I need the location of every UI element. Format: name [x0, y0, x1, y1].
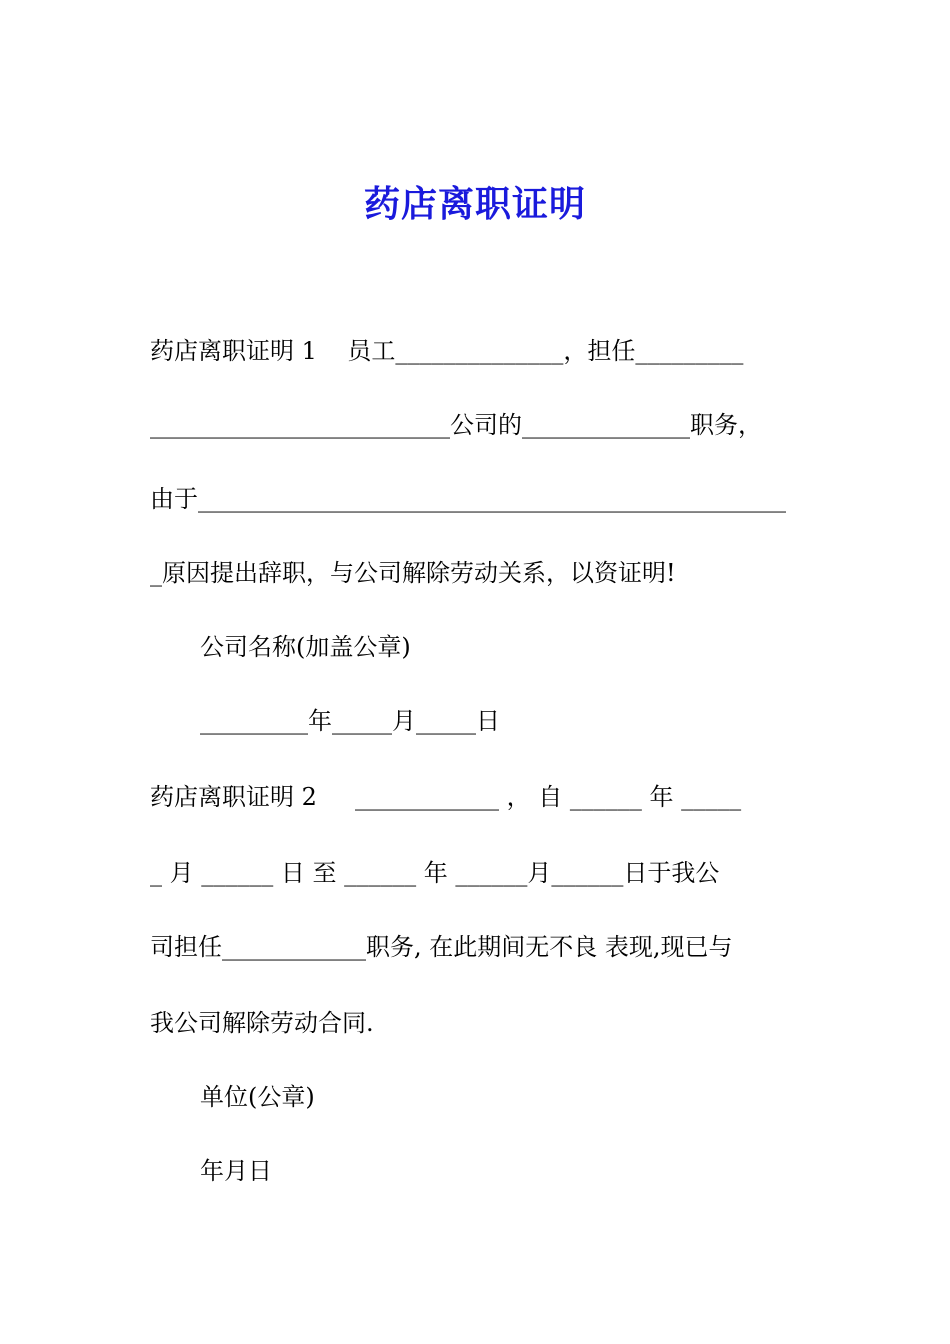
- date-line-1: _________年_____月_____日: [200, 707, 500, 735]
- company-name-stamp: 公司名称(加盖公章): [200, 633, 411, 661]
- text-line-9: 司担任____________职务, 在此期间无不良 表现,现已与: [150, 933, 733, 961]
- text-line-3: 由于_________________________________________________: [150, 485, 786, 513]
- unit-stamp: 单位(公章): [200, 1083, 315, 1111]
- text-line-2: _________________________公司的______________职务，: [150, 411, 762, 439]
- text-line-7: 药店离职证明 2 ____________ ， 自 ______ 年 _____: [150, 783, 742, 811]
- text-line-8: _ 月 ______ 日 至 ______ 年 ______月______日于我公: [150, 859, 720, 887]
- text-line-10: 我公司解除劳动合同.: [150, 1009, 374, 1037]
- text-line-1: 药店离职证明 1 员工______________，担任_________: [150, 337, 744, 365]
- text-line-4: _原因提出辞职，与公司解除劳动关系，以资证明!: [150, 559, 676, 587]
- document-title: 药店离职证明: [363, 183, 586, 225]
- date-line-2: 年月日: [200, 1157, 272, 1185]
